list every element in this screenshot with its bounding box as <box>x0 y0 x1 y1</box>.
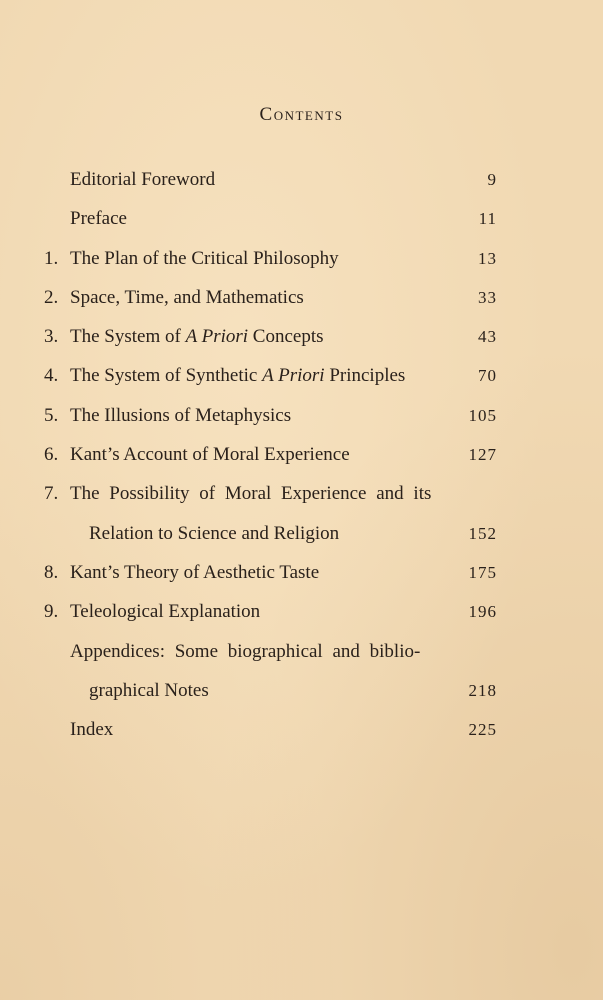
toc-entry <box>0 244 603 283</box>
page-number: 218 <box>468 680 497 700</box>
page-number: 127 <box>468 445 497 465</box>
chapter-number: 8. <box>44 561 59 583</box>
entry-title-continuation: graphical Notes <box>89 679 209 701</box>
entry-title: Teleological Explanation <box>70 601 261 623</box>
chapter-number: 6. <box>44 444 59 466</box>
toc-entry <box>0 204 603 243</box>
page-number: 13 <box>478 248 497 268</box>
toc-entry <box>0 361 603 400</box>
chapter-number: 5. <box>44 404 59 426</box>
toc-entry <box>0 401 603 440</box>
page-number: 175 <box>468 562 497 582</box>
toc-entry <box>0 637 603 676</box>
entry-title <box>70 361 405 391</box>
toc-entry <box>0 558 603 597</box>
page-number: 105 <box>468 405 497 425</box>
entry-title-continuation: Relation to Science and Religion <box>89 522 340 544</box>
toc-entry <box>0 479 603 518</box>
entry-title: The Illusions of Metaphysics <box>70 404 292 426</box>
toc-entry <box>0 597 603 636</box>
chapter-number: 9. <box>44 601 59 623</box>
page-number: 33 <box>478 287 497 307</box>
entry-title: Space, Time, and Mathematics <box>70 286 304 308</box>
toc-entry <box>0 322 603 361</box>
entry-title <box>70 322 324 352</box>
entry-title: Appendices: Some biographical and biblio- <box>70 640 421 662</box>
chapter-number: 3. <box>44 326 59 348</box>
page-number: 225 <box>468 720 497 740</box>
chapter-number: 7. <box>44 483 59 505</box>
page-number: 70 <box>478 366 497 386</box>
entry-title-italic: A Priori <box>262 365 325 387</box>
entry-title: Kant’s Theory of Aesthetic Taste <box>70 561 320 583</box>
page-number: 11 <box>478 209 497 229</box>
toc-entry <box>0 715 603 754</box>
toc-entry <box>0 283 603 322</box>
entry-title-text: The System of <box>70 326 181 348</box>
page-number: 152 <box>468 523 497 543</box>
toc-entry <box>0 165 603 204</box>
page-number: 9 <box>487 170 497 189</box>
toc-entry <box>0 440 603 479</box>
page-number: 43 <box>478 327 497 347</box>
chapter-number: 2. <box>44 286 59 308</box>
contents-heading: Contents <box>259 104 344 125</box>
entry-title-text: The System of Synthetic <box>70 365 258 387</box>
entry-title-text: Concepts <box>252 326 324 348</box>
entry-title: Index <box>70 719 114 741</box>
entry-title-text: Principles <box>329 365 406 387</box>
page-number: 196 <box>468 602 497 622</box>
toc-entry-continuation <box>0 519 603 558</box>
entry-title: Preface <box>70 208 127 230</box>
chapter-number: 1. <box>44 247 59 269</box>
entry-title: Kant’s Account of Moral Experience <box>70 444 350 466</box>
toc-entry-continuation <box>0 676 603 715</box>
entry-title: Editorial Foreword <box>70 169 216 190</box>
chapter-number: 4. <box>44 365 59 387</box>
entry-title: The Possibility of Moral Experience and its <box>70 483 432 505</box>
entry-title-italic: A Priori <box>185 326 249 348</box>
entry-title: The Plan of the Critical Philosophy <box>70 247 339 269</box>
table-of-contents <box>0 165 603 754</box>
